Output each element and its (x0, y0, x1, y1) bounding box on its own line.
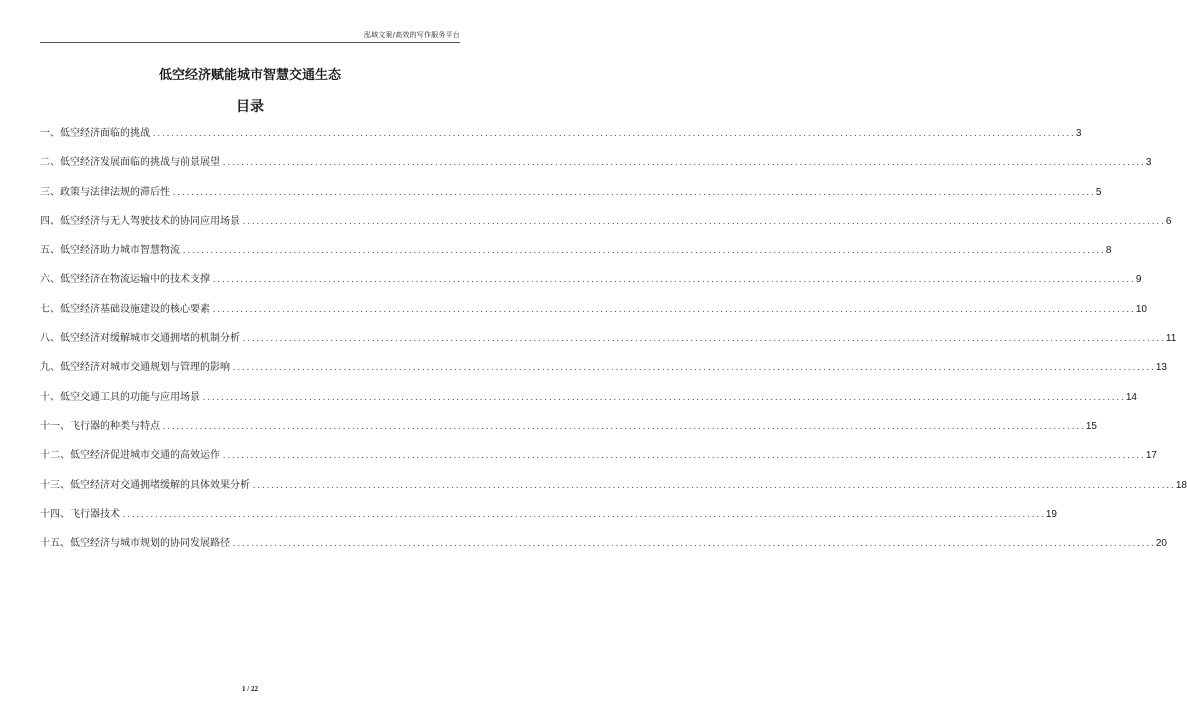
toc-entry-page-number: 11 (1165, 333, 1177, 345)
toc-entry-number: 八、 (40, 333, 60, 345)
table-of-contents (40, 126, 1187, 565)
toc-entry-title: 低空经济面临的挑战 (60, 128, 150, 139)
toc-entry[interactable] (40, 419, 1097, 434)
toc-entry-page-number: 17 (1145, 450, 1157, 462)
toc-entry[interactable] (40, 507, 1057, 522)
toc-entry-title: 低空经济基础设施建设的核心要素 (60, 303, 210, 315)
toc-dot-leader: ........................................................................................................................................................................................................ (232, 364, 1155, 373)
toc-entry-title: 低空经济助力城市智慧物流 (60, 245, 180, 257)
toc-dot-leader: ........................................................................................................................................................................................................ (252, 481, 1175, 490)
toc-dot-leader: ........................................................................................................................................................................................................ (122, 510, 1045, 519)
toc-entry-title: 低空经济与城市规划的协同发展路径 (70, 538, 230, 550)
document-title: 低空经济赋能城市智慧交通生态 (158, 68, 341, 83)
toc-dot-leader: ........................................................................................................................................................................................................ (212, 276, 1135, 285)
toc-entry[interactable] (40, 214, 1172, 229)
toc-entry-page-number: 18 (1175, 479, 1187, 491)
toc-entry-page-number: 10 (1135, 303, 1147, 315)
toc-entry-title: 低空经济发展面临的挑战与前景展望 (60, 157, 220, 169)
toc-entry-page-number: 9 (1135, 274, 1142, 286)
toc-entry[interactable] (40, 272, 1142, 287)
toc-entry-number: 三、 (40, 186, 60, 198)
toc-entry[interactable] (40, 478, 1187, 493)
toc-entry[interactable] (40, 536, 1167, 551)
toc-entry[interactable] (40, 155, 1152, 170)
toc-entry[interactable] (40, 448, 1157, 463)
toc-entry-page-number: 15 (1085, 420, 1097, 432)
toc-dot-leader: ........................................................................................................................................................................................................ (162, 422, 1085, 431)
toc-heading: 目录 (236, 99, 264, 115)
toc-entry-page-number: 13 (1155, 362, 1167, 374)
toc-entry-page-number: 19 (1045, 508, 1057, 520)
toc-entry-page-number: 3 (1145, 157, 1152, 169)
toc-dot-leader: ........................................................................................................................................................................................................ (212, 305, 1135, 314)
toc-entry[interactable] (40, 126, 1082, 141)
toc-dot-leader: ........................................................................................................................................................................................................ (172, 188, 1095, 197)
toc-entry-title: 低空经济对交通拥堵缓解的具体效果分析 (70, 479, 250, 491)
toc-entry-number: 十四、 (40, 508, 70, 520)
toc-entry-number: 一、 (40, 128, 60, 139)
toc-dot-leader: ........................................................................................................................................................................................................ (222, 159, 1145, 168)
toc-dot-leader: ........................................................................................................................................................................................................ (242, 217, 1165, 226)
toc-dot-leader: ........................................................................................................................................................................................................ (232, 540, 1155, 549)
toc-entry-number: 九、 (40, 362, 60, 374)
toc-entry-page-number: 8 (1105, 245, 1112, 257)
toc-entry-title: 低空经济对缓解城市交通拥堵的机制分析 (60, 333, 240, 345)
toc-entry-number: 十五、 (40, 538, 70, 550)
toc-entry[interactable] (40, 302, 1147, 317)
toc-entry-page-number: 6 (1165, 215, 1172, 227)
header-divider (40, 42, 460, 43)
toc-entry[interactable] (40, 243, 1112, 258)
toc-entry-page-number: 20 (1155, 538, 1167, 550)
toc-entry-number: 四、 (40, 215, 60, 227)
toc-dot-leader: ........................................................................................................................................................................................................ (152, 130, 1075, 138)
toc-entry-number: 十、 (40, 391, 60, 403)
toc-dot-leader: ........................................................................................................................................................................................................ (242, 335, 1165, 344)
page-indicator: 1 / 22 (242, 685, 258, 693)
toc-entry-title: 低空经济在物流运输中的技术支撑 (60, 274, 210, 286)
toc-entry-number: 五、 (40, 245, 60, 257)
toc-entry-number: 十一、 (40, 420, 70, 432)
toc-entry[interactable] (40, 331, 1177, 346)
toc-entry-number: 十二、 (40, 450, 70, 462)
toc-entry[interactable] (40, 185, 1102, 200)
toc-dot-leader: ........................................................................................................................................................................................................ (182, 247, 1105, 256)
toc-entry-page-number: 3 (1075, 128, 1082, 139)
toc-entry-title: 低空经济与无人驾驶技术的协同应用场景 (60, 215, 240, 227)
toc-entry-number: 七、 (40, 303, 60, 315)
toc-entry-number: 十三、 (40, 479, 70, 491)
toc-entry-title: 政策与法律法规的滞后性 (60, 186, 170, 198)
toc-entry-number: 二、 (40, 157, 60, 169)
header-text: 泓域文案/高效的写作服务平台 (363, 31, 460, 39)
toc-dot-leader: ........................................................................................................................................................................................................ (202, 393, 1125, 402)
toc-entry-page-number: 14 (1125, 391, 1137, 403)
toc-entry-title: 飞行器技术 (70, 508, 120, 520)
toc-entry[interactable] (40, 390, 1137, 405)
toc-entry-title: 低空经济对城市交通规划与管理的影响 (60, 362, 230, 374)
toc-entry-title: 低空交通工具的功能与应用场景 (60, 391, 200, 403)
toc-entry-title: 低空经济促进城市交通的高效运作 (70, 450, 220, 462)
toc-entry[interactable] (40, 360, 1167, 375)
toc-entry-page-number: 5 (1095, 186, 1102, 198)
toc-entry-title: 飞行器的种类与特点 (70, 420, 160, 432)
toc-entry-number: 六、 (40, 274, 60, 286)
toc-dot-leader: ........................................................................................................................................................................................................ (222, 452, 1145, 461)
